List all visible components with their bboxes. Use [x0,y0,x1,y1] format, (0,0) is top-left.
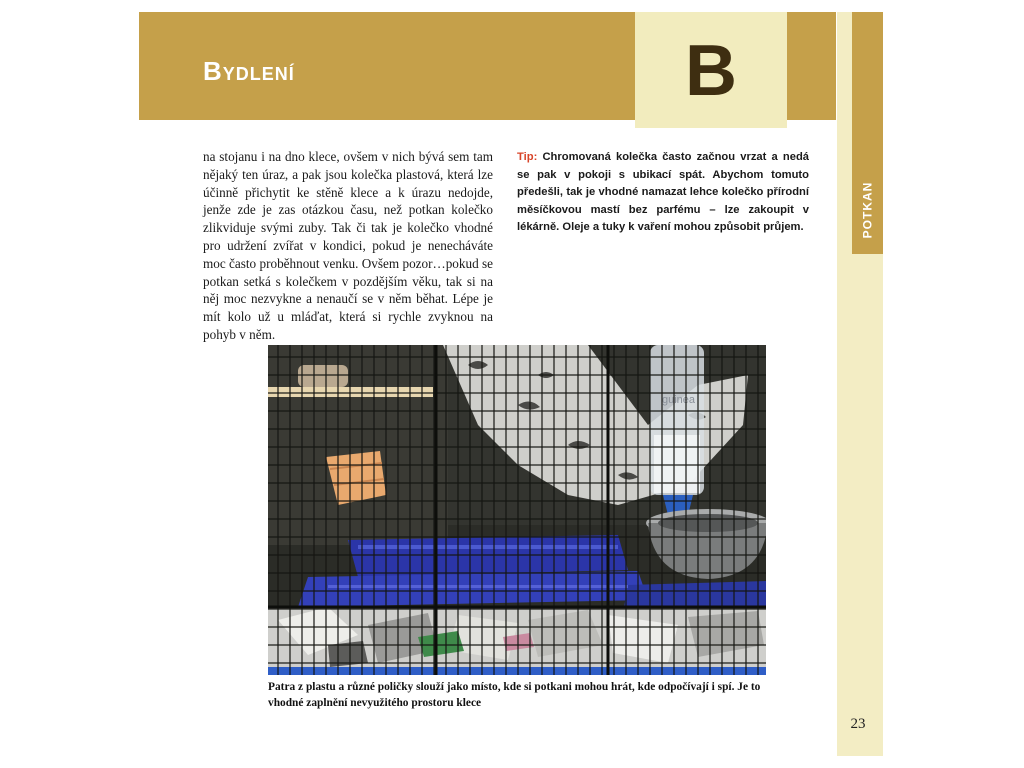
cage-photo-illustration [268,345,766,675]
page-number: 23 [850,716,866,732]
side-label [852,175,883,245]
photo-caption: Patra z plastu a různé poličky slouží jako místo, kde si potkani mohou hrát, kde odpočívají i spí. Je to vhodné zaplnění nevyužitého prostoru klece [268,681,761,709]
side-label-text: POTKAN [860,181,875,239]
bottle-label: guinea [662,394,696,406]
chapter-title: Bydlení [203,56,295,86]
chapter-letter: B [685,31,737,111]
tip-text: Chromovaná kolečka často začnou vrzat a nedá se pak v pokoji s ubikací spát. Abychom tomuto předešli, tak je vhodné namazat lehce kolečko přírodní měsíčkovou mastí bez parfému – lze zakoupit v lékárně. Oleje a tuky k vaření mohou způsobit průjem. [517,151,809,234]
tip-box [517,149,809,237]
tip-label: Tip: [517,151,538,163]
cage-photo [268,345,766,675]
body-paragraph: na stojanu i na dno klece, ovšem v nich bývá sem tam nějaký ten úraz, a pak jsou kolečka plastová, která lze účinně přichytit ke stěně klece a k úrazu nedojde, jenže zde je zas otázkou času, než potkan kolečko zlikviduje svými zuby. Tak či tak je kolečko vhodné pro udržení zvířat v kondici, pokud je nenecháváte moc často proběhnout venku. Ovšem pozor…pokud se potkan setká s kolečkem v pozdějším věku, tak si na něj moc nezvykne a nenaučí se v něm běhat. Lépe je mít kolo už u mláďat, která si rychle zvyknou na pohyb v něm. [203,149,493,342]
blue-platform [348,535,628,577]
